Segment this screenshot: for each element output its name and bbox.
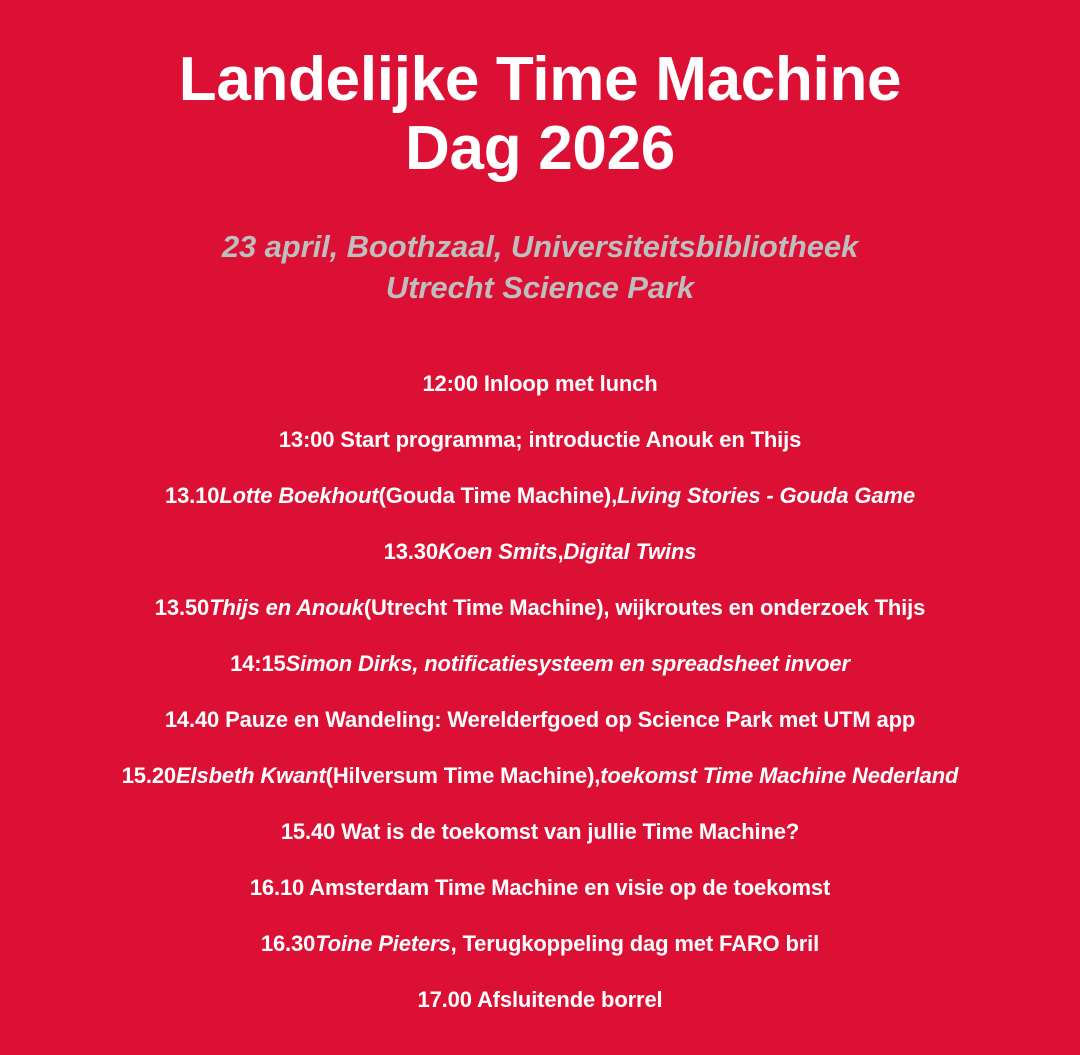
schedule-item (18, 804, 1062, 860)
schedule-run-emphasis: Elsbeth Kwant (176, 763, 326, 789)
schedule-run-plain: 13.10 (165, 483, 220, 509)
schedule-run-plain: 15.40 Wat is de toekomst van jullie Time Machine? (280, 819, 800, 845)
schedule-item (18, 524, 1062, 580)
schedule-run-plain: 13:00 Start programma; introductie Anouk en Thijs (278, 427, 802, 453)
schedule-item (18, 412, 1062, 468)
schedule-run-plain: 12:00 Inloop met lunch (422, 371, 658, 397)
schedule-run-plain: 13.50 (154, 595, 210, 621)
subtitle-block (0, 226, 1080, 308)
schedule-run-emphasis: toekomst Time Machine Nederland (600, 763, 959, 789)
schedule-run-emphasis: Digital Twins (563, 539, 697, 565)
schedule-run-emphasis: Thijs en Anouk (209, 595, 364, 621)
schedule-run-emphasis: Simon Dirks, notificatiesysteem en spreadsheet invoer (285, 651, 850, 677)
schedule-run-emphasis: Toine Pieters (315, 931, 451, 957)
schedule-run-plain: 16.30 (260, 931, 316, 957)
page-title-line-2: Dag 2026 (405, 114, 675, 184)
page-subtitle-line-2: Utrecht Science Park (385, 270, 695, 306)
page-title (0, 45, 1080, 184)
schedule-run-plain: 16.10 Amsterdam Time Machine en visie op de toekomst (249, 875, 831, 901)
schedule-item (18, 972, 1062, 1028)
schedule-run-plain: (Gouda Time Machine), (378, 483, 618, 509)
schedule-list (0, 356, 1080, 1028)
schedule-run-plain: (Hilversum Time Machine), (325, 763, 601, 789)
schedule-run-emphasis: Living Stories - Gouda Game (617, 483, 915, 509)
schedule-run-plain: (Utrecht Time Machine), wijkroutes en onderzoek Thijs (363, 595, 926, 621)
schedule-item (18, 356, 1062, 412)
schedule-item (18, 468, 1062, 524)
schedule-run-plain: 13.30 (383, 539, 438, 565)
schedule-run-emphasis: Lotte Boekhout (219, 483, 379, 509)
schedule-item (18, 860, 1062, 916)
schedule-item (18, 580, 1062, 636)
schedule-item (18, 692, 1062, 748)
schedule-run-plain: 17.00 Afsluitende borrel (417, 987, 663, 1013)
schedule-run-plain: 14.40 Pauze en Wandeling: Werelderfgoed op Science Park met UTM app (164, 707, 916, 733)
page-subtitle (0, 226, 1080, 308)
schedule-run-plain: , (557, 539, 564, 565)
schedule-item (18, 748, 1062, 804)
schedule-run-plain: , Terugkoppeling dag met FARO bril (450, 931, 820, 957)
schedule-item (18, 636, 1062, 692)
page-title-line-1: Landelijke Time Machine (178, 45, 902, 114)
title-block (0, 45, 1080, 184)
schedule-item (18, 916, 1062, 972)
schedule-run-plain: 14:15 (230, 651, 286, 677)
page-subtitle-line-1: 23 april, Boothzaal, Universiteitsbibliotheek (221, 228, 859, 264)
schedule-run-plain: 15.20 (121, 763, 177, 789)
schedule-run-emphasis: Koen Smits (437, 539, 558, 565)
